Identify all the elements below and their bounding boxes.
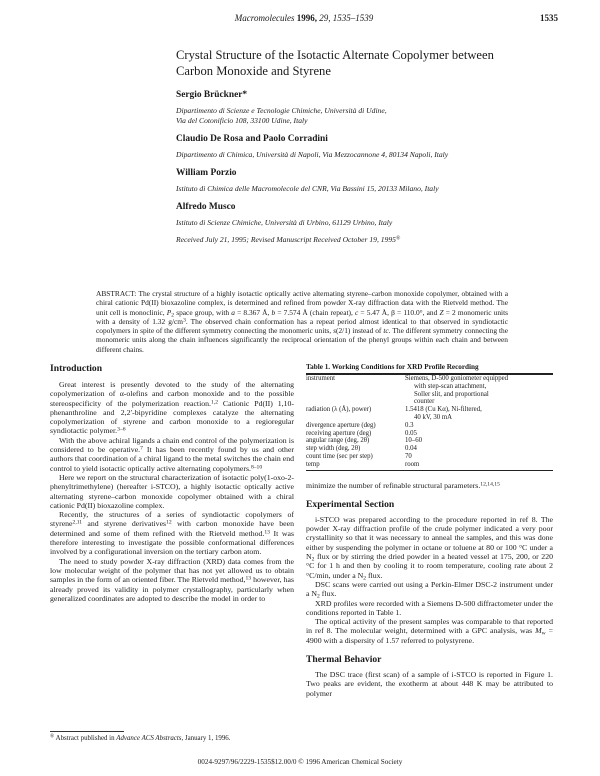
footnote-rule [50,731,124,732]
table-row: count time (sec per step) 70 [306,452,412,460]
table-1-caption: Table 1. Working Conditions for XRD Profile Recording [306,363,479,371]
journal-name: Macromolecules [234,13,295,23]
table-row: radiation (λ (Å), power) 1.5418 (Cu Kα), Ni-filtered, 40 kV, 30 mA [306,406,482,421]
received-mark: ® [395,235,401,242]
experimental-heading: Experimental Section [306,498,395,510]
table-1 [306,363,553,471]
article-title [176,47,556,79]
affiliation-3: Istituto di Chimica delle Macromolecole del CNR, Via Bassini 15, 20133 Milano, Italy [176,184,439,193]
intro-paragraph-5: The need to study powder X-ray diffraction (XRD) data comes from the low molecular weight of the polymer that has not yet allowed us to obtain samples in the form of an oriented fiber. The Rietveld method,$^{13}$ however, has already proved its validity in polymer crystallography, particularly when generalized coordinates are adopted to describe the model in order to [50,556,294,603]
author-3: William Porzio [176,168,237,178]
left-column [50,363,294,603]
continued-paragraph: minimize the number of refinable structural parameters.$^{12,14,15}$ [306,480,500,490]
page-number: 1535 [540,13,558,23]
running-header [50,12,558,24]
experimental-paragraph-3: XRD profiles were recorded with a Siemens D-500 diffractometer under the conditions reported in Table 1. [306,598,553,617]
title-line-1: Crystal Structure of the Isotactic Alternate Copolymer between [176,48,494,62]
received-dates: Received July 21, 1995; Revised Manuscript Received October 19, 1995® [176,235,401,244]
table-row: instrument Siemens, D-500 goniometer equipped with step-scan attachment, Soller slit, and proportional counter [306,375,509,406]
intro-paragraph-2: With the above achiral ligands a chain end control of the polymerization is considered to be operative.$^7$ It has been recently found by us and other authors that coordination of a chiral ligand to the metal switches the chain end control to yield isotactic optically active alternating copolymers.$^{8-10}$ [50,435,295,473]
table-row: step width (deg, 2θ) 0.04 [306,445,417,453]
affiliation-1-line-1: Dipartimento di Scienze e Tecnologie Chimiche, Università di Udine, [176,106,387,115]
experimental-paragraph-4: The optical activity of the present samples was comparable to that reported in ref 8. The molecular weight, determined with a GPC analysis, was $M_w = 4900$ with a dispersity of 1.57 referred to polystyrene. [306,617,553,645]
right-column [306,363,553,698]
affiliation-4: Istituto di Scienze Chimiche, Università di Urbino, 61129 Urbino, Italy [176,218,393,227]
thermal-paragraph-1: The DSC trace (first scan) of a sample of i-STCO is reported in Figure 1. Two peaks are evident, the exotherm at about 448 K may be attributed to polymer [306,670,553,698]
table-row: divergence aperture (deg) 0.3 [306,421,414,429]
intro-paragraph-4: Recently, the structures of a series of syndiotactic copolymers of styrene$^{2,11}$ and styrene derivatives$^{12}$ with carbon monoxide have been determined and some of them refined with the Rietveld method.$^{13}$ It was therefore interesting to investigate the possible conformational differences involved by a configurational inversion on the tertiary carbon atom. [50,510,294,557]
author-4: Alfredo Musco [176,202,236,212]
table-row: receiving aperture (deg) 0.05 [306,429,417,437]
journal-volume: 29, [319,13,331,23]
table-row: temp room [306,461,553,470]
intro-paragraph-1: Great interest is presently devoted to the study of the alternating copolymerization of α-olefins and carbon monoxide and to the possible stereospecificity of the polymerization reaction.$^{1,2}$ Cationic Pd(II) 1,10-phenanthroline and 2,2′-bipyridine complexes catalyze the alternating copolymerization of styrene and carbon monoxide to a regioregular syndiotactic polymer.$^{3-6}$ [50,380,294,436]
experimental-paragraph-1: i-STCO was prepared according to the procedure reported in ref 8. The powder X-ray diffraction profile of the crude polymer indicated a very poor crystallinity so that it was necessary to anneal the samples, and this was done either by suspending the polymer in octane or toluene at 80 or 100 °C under a $N_2$ flux or by stirring the dried powder in a heated vessel at 175, 200, or 220 °C for 1 h and then by cooling it to room temperature, cooling rate about 2 °C/min, under a $N_2$ flux. [306,514,553,582]
affiliation-2: Dipartimento di Chimica, Università di Napoli, Via Mezzocannone 4, 80134 Napoli, Italy [176,150,449,159]
title-block [176,47,556,245]
author-1: Sergio Brückner* [176,90,248,100]
affiliation-1-line-2: Via del Cotonificio 108, 33100 Udine, Italy [176,116,308,125]
journal-year: 1996, [296,13,317,23]
journal-pages: 1535–1539 [332,13,374,23]
footnote: ® Abstract published in Advance ACS Abstracts, January 1, 1996. [50,733,231,742]
intro-paragraph-3: Here we report on the structural characterization of isotactic poly(1-oxo-2-phenyltrimethylene) (hereafter i-STCO), a highly isotactic optically active alternating styrene–carbon monoxide copolymer obtained with a chiral cationic Pd(II) bioxazoline complex. [50,472,294,510]
thermal-heading: Thermal Behavior [306,654,382,666]
title-line-2: Carbon Monoxide and Styrene [176,64,331,78]
table-row: angular range (deg, 2θ) 10–60 [306,437,422,445]
abstract: ABSTRACT: The crystal structure of a highly isotactic optically active alternating styrene–carbon monoxide copolymer, obtained with a chiral cationic Pd(II) bioxazoline complex, is determined and refined from powder X-ray diffraction data with the Rietveld method. The unit cell is monoclinic, $P_2$ space group, with a = 8.367 Å, b = 7.574 Å (chain repeat), c = 5.47 Å, β = 110.0°, and Z = 2 monomeric units with a density of 1.32 $g/cm^3$. The observed chain conformation has a repeat period almost identical to that observed in syndiotactic copolymers in spite of the different symmetry connecting the monomeric units, s(2/1) instead of tc. The different symmetry connecting the monomeric units along the chain influences significantly the reciprocal orientation of the phenyl groups within each chain and between different chains. [96,289,509,354]
page-footer: 0024-9297/96/2229-1535$12.00/0 © 1996 American Chemical Society [197,758,403,766]
experimental-paragraph-2: DSC scans were carried out using a Perkin-Elmer DSC-2 instrument under a $N_2$ flux. [306,579,553,600]
intro-heading: Introduction [50,363,103,374]
author-2: Claudio De Rosa and Paolo Corradini [176,134,328,144]
